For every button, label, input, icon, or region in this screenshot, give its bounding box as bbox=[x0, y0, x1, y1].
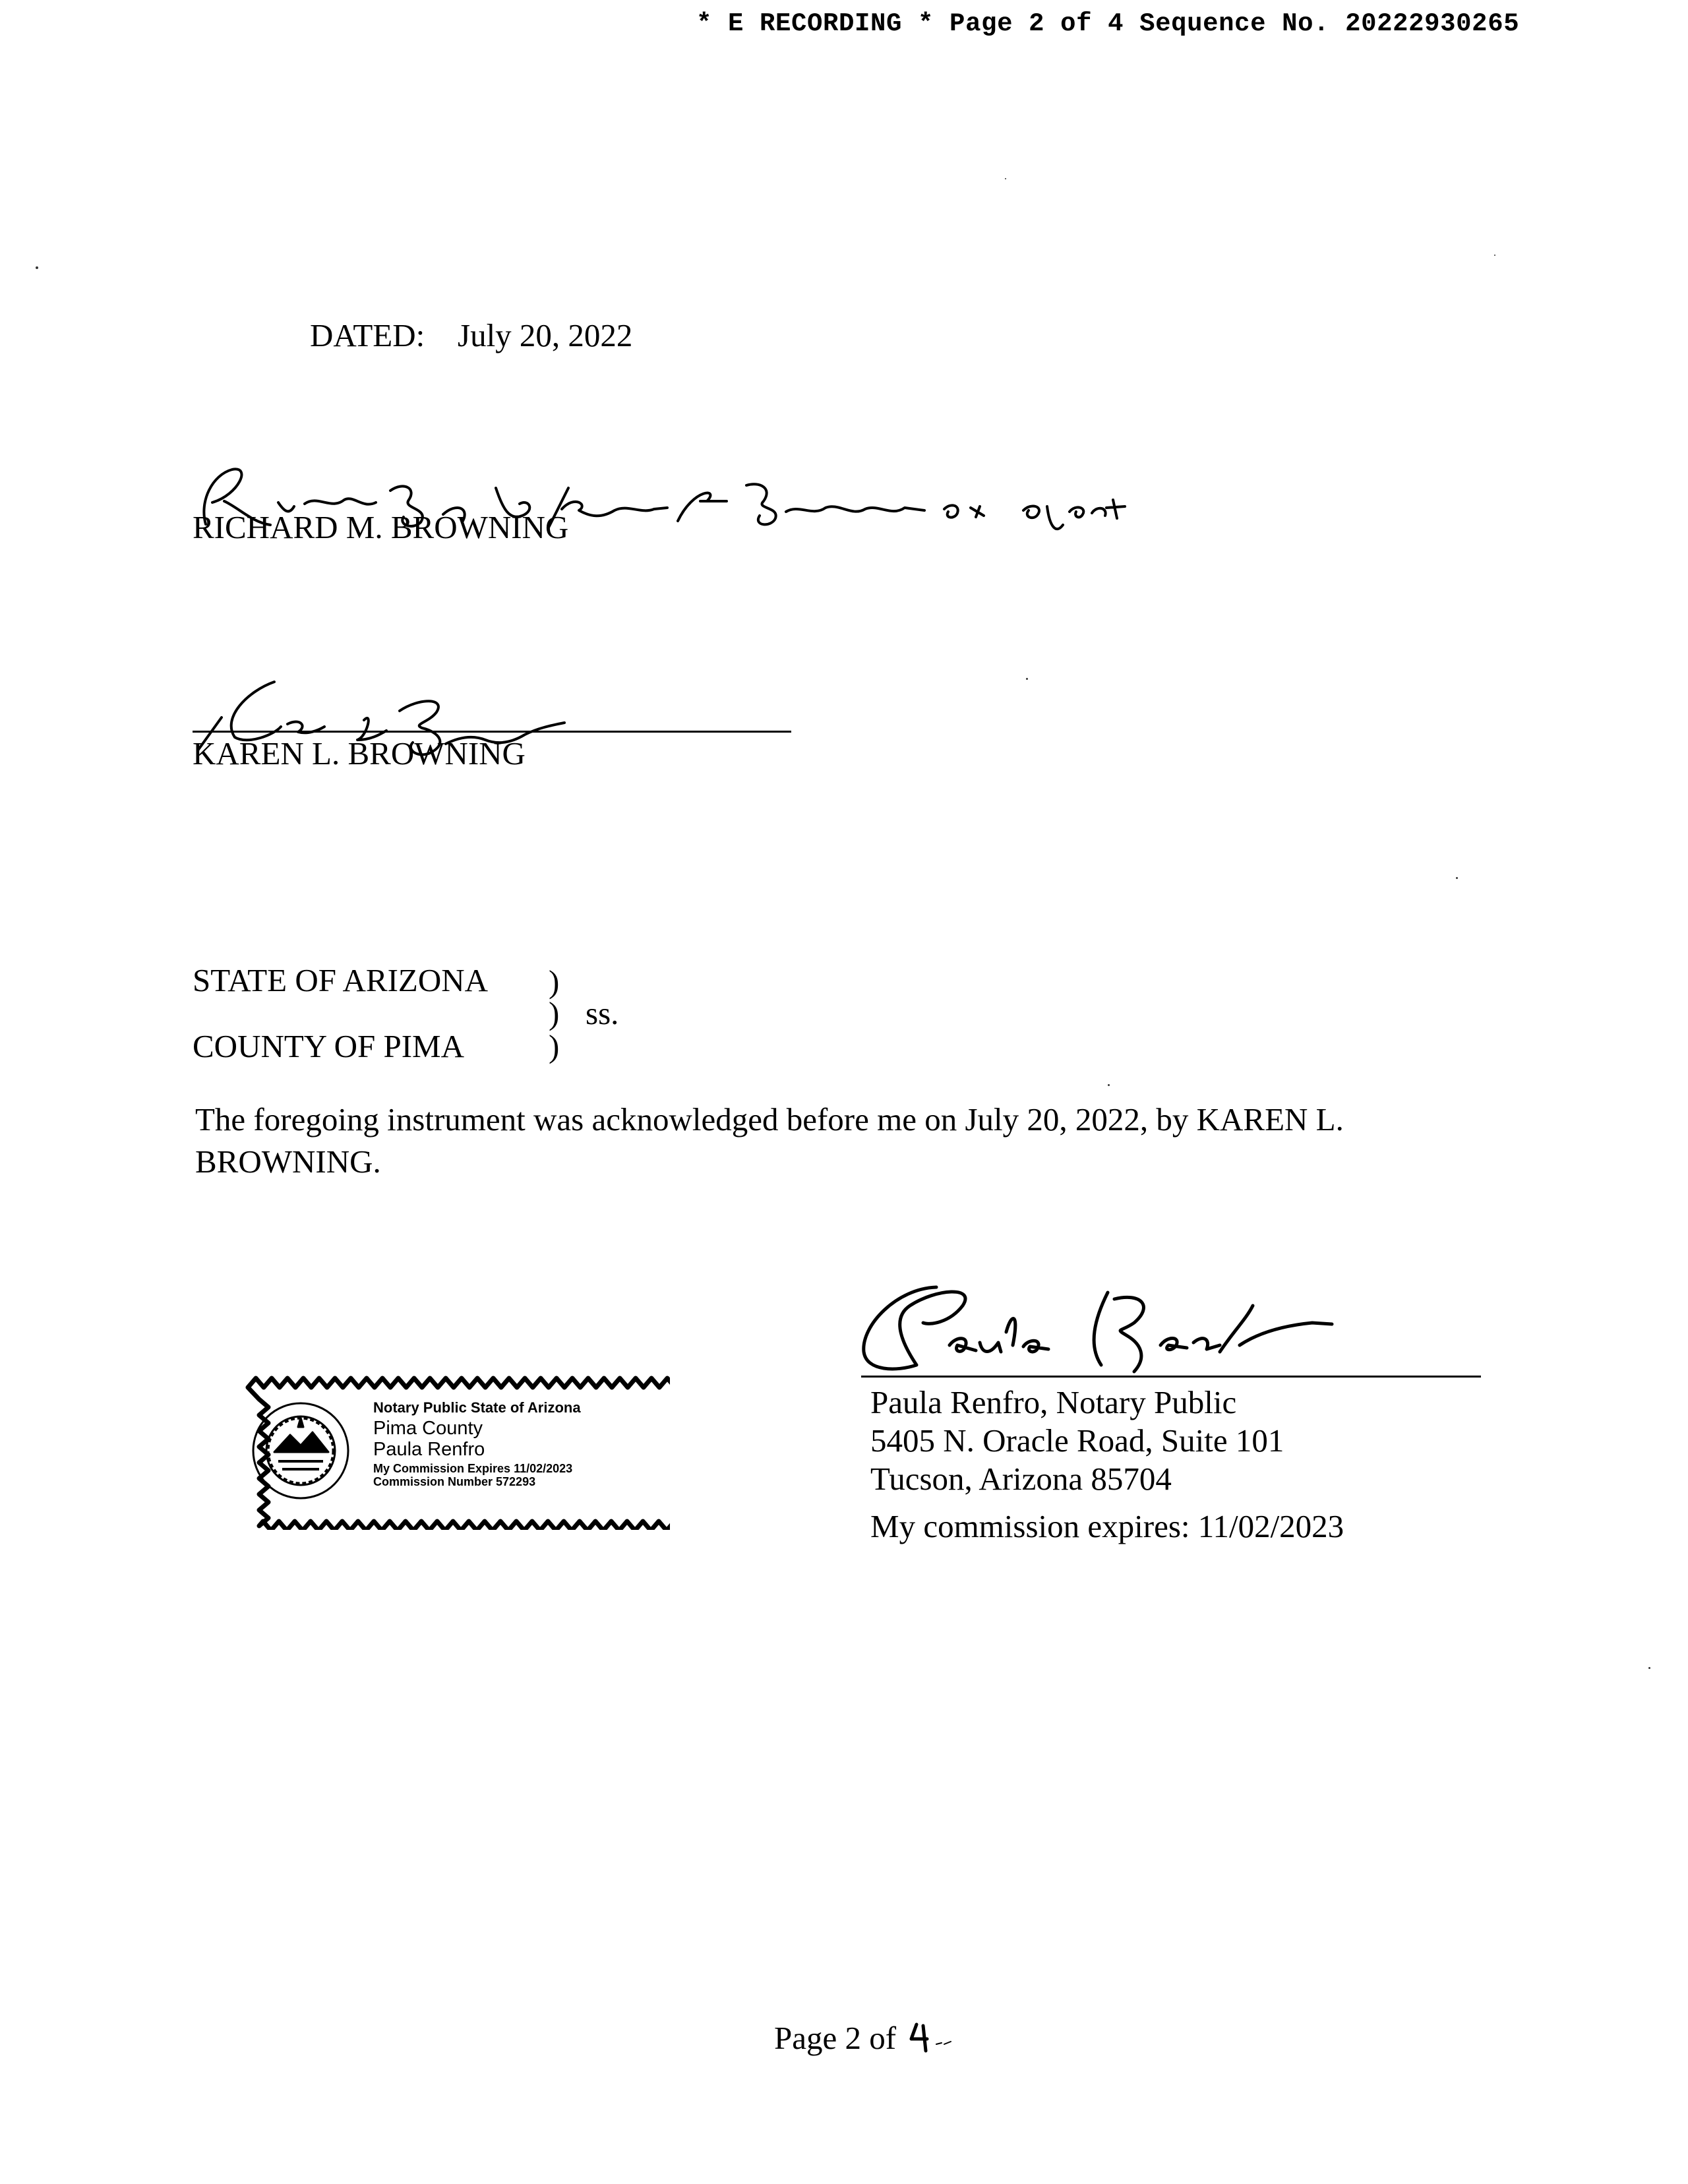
notary-signature bbox=[851, 1273, 1339, 1385]
venue-state: STATE OF ARIZONA bbox=[193, 962, 488, 998]
scan-speck bbox=[1456, 877, 1458, 879]
stamp-line-5: Commission Number 572293 bbox=[373, 1475, 536, 1488]
recording-header: * E RECORDING * Page 2 of 4 Sequence No. 20222930265 bbox=[696, 9, 1520, 38]
venue-county: COUNTY OF PIMA bbox=[193, 1028, 465, 1064]
stamp-line-2: Pima County bbox=[373, 1418, 483, 1439]
acknowledgment-line-2: BROWNING. bbox=[195, 1143, 381, 1180]
karen-printed-name: KAREN L. BROWNING bbox=[193, 735, 526, 772]
notary-name-title: Paula Renfro, Notary Public bbox=[870, 1384, 1237, 1420]
venue-paren-2: ) bbox=[549, 995, 560, 1031]
stamp-line-4: My Commission Expires 11/02/2023 bbox=[373, 1462, 573, 1475]
scan-speck bbox=[1494, 255, 1495, 256]
notary-seal-stamp bbox=[235, 1372, 670, 1530]
acknowledgment-line-1: The foregoing instrument was acknowledged before me on July 20, 2022, by KAREN L. bbox=[195, 1101, 1344, 1138]
footer-page-label: Page 2 of bbox=[774, 2020, 897, 2056]
notary-address-1: 5405 N. Oracle Road, Suite 101 bbox=[870, 1422, 1284, 1459]
scan-speck bbox=[1005, 178, 1006, 179]
dated-label: DATED: bbox=[310, 317, 425, 353]
scan-speck bbox=[1026, 678, 1028, 680]
richard-printed-name: RICHARD M. BROWNING bbox=[193, 509, 569, 545]
stamp-line-3: Paula Renfro bbox=[373, 1439, 485, 1460]
venue-ss: ss. bbox=[586, 995, 619, 1031]
venue-paren-3: ) bbox=[549, 1028, 560, 1064]
scan-speck bbox=[36, 266, 38, 269]
scan-speck bbox=[1648, 1667, 1650, 1669]
dated-date: July 20, 2022 bbox=[458, 317, 633, 353]
venue-paren-1: ) bbox=[549, 963, 560, 1000]
richard-signature bbox=[193, 462, 1129, 545]
notary-address-2: Tucson, Arizona 85704 bbox=[870, 1461, 1172, 1497]
state-seal-icon bbox=[253, 1403, 348, 1498]
stamp-line-1: Notary Public State of Arizona bbox=[373, 1399, 581, 1416]
footer-page-total-handwritten bbox=[907, 2022, 953, 2055]
notary-commission: My commission expires: 11/02/2023 bbox=[870, 1508, 1344, 1544]
scan-speck bbox=[1108, 1084, 1110, 1086]
karen-signature bbox=[195, 671, 604, 770]
